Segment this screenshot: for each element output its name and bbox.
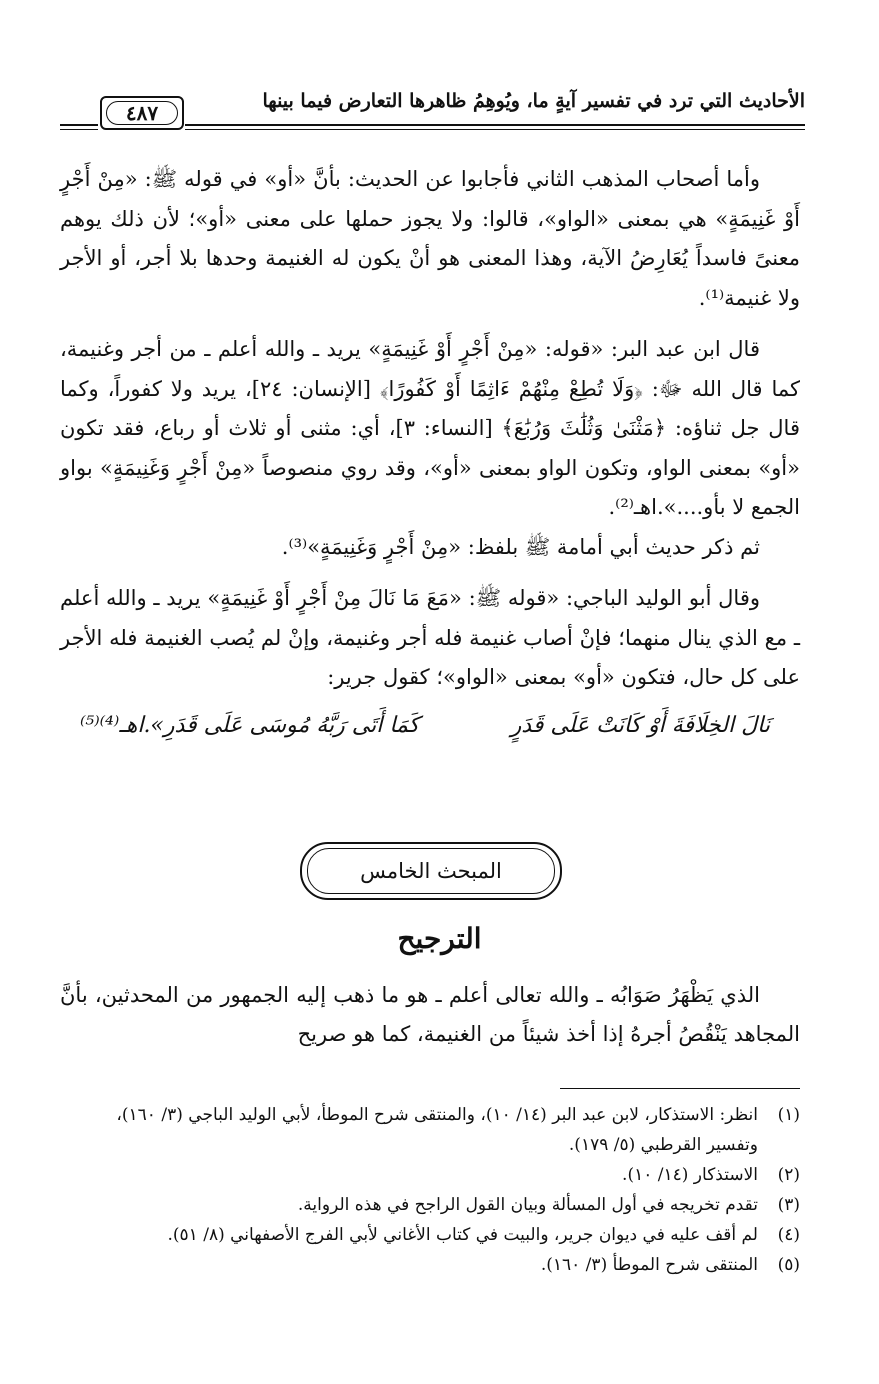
paragraph: قال ابن عبد البر: «قوله: «مِنْ أَجْرٍ أَوْ غَنِيمَةٍ» يريد ـ والله أعلم ـ من أجر وغنيمة، كما قال الله ﷻ: ﴿وَلَا تُطِعْ مِنْهُمْ ءَاثِمًا أَوْ كَفُورًا﴾ [الإنسان: ٢٤]، يريد ولا كفوراً، وكما قال جل ثناؤه: ﴿مَثْنَىٰ وَثُلَٰثَ وَرُبَٰعَ﴾ [النساء: ٣]، أي: مثنى أو ثلاث أو رباع، فقد تكون «أو» بمعنى الواو، وتكون الواو بمعنى «أو»، وقد روي منصوصاً «مِنْ أَجْرٍ وَغَنِيمَةٍ» بواو الجمع لا بأو....».اهـ⁽²⁾. [60, 337, 800, 519]
footnote [60, 1160, 800, 1190]
paragraph: وقال أبو الوليد الباجي: «قوله ﷺ: «مَعَ مَا نَالَ مِنْ أَجْرٍ أَوْ غَنِيمَةٍ» يريد ـ والله أعلم ـ مع الذي ينال منهما؛ فإنْ أصاب غنيمة فله أجر وغنيمة، وإنْ لم يُصب الغنيمة فله الأجر على كل حال، فتكون «أو» بمعنى «الواو»؛ كقول جرير: [60, 586, 800, 689]
poetry-verse [80, 706, 770, 746]
footnote-text: الاستذكار (١٤/ ١٠). [622, 1165, 758, 1185]
verse-first-hemistich: نَالَ الخِلَافَةَ أَوْ كَانَتْ عَلَى قَدَرٍ [510, 712, 770, 738]
paragraph: وأما أصحاب المذهب الثاني فأجابوا عن الحديث: بأنَّ «أو» في قوله ﷺ: «مِنْ أَجْرٍ أَوْ غَنِيمَةٍ» هي بمعنى «الواو»، قالوا: ولا يجوز حملها على معنى «أو»؛ لأن ذلك يوهم معنىً فاسداً يُعَارِضُ الآية، وهذا المعنى هو أنْ يكون له الغنيمة وحدها بلا أجر، أو الأجر ولا غنيمة⁽¹⁾. [60, 167, 800, 310]
paragraph: ثم ذكر حديث أبي أمامة ﷺ بلفظ: «مِنْ أَجْرٍ وَغَنِيمَةٍ»⁽³⁾. [281, 534, 760, 559]
footnote-number: (٢) [777, 1165, 800, 1185]
footnote [60, 1100, 800, 1160]
header-rule [185, 124, 805, 130]
paragraph: الذي يَظْهَرُ صَوَابُه ـ والله تعالى أعلم ـ هو ما ذهب إليه الجمهور من المحدثين، بأنَّ المجاهد يَنْقُصُ أجرهُ إذا أخذ شيئاً من الغنيمة، كما هو صريح [60, 983, 800, 1046]
footnote-number: (٣) [777, 1195, 800, 1215]
footnote-divider [560, 1088, 800, 1089]
conclusion-text [60, 976, 800, 1054]
footnote-text: لم أقف عليه في ديوان جرير، والبيت في كتاب الأغاني لأبي الفرج الأصفهاني (٨/ ٥١). [167, 1225, 758, 1245]
page-number: ٤٨٧ [100, 96, 184, 130]
footnote-number: (٤) [777, 1225, 800, 1245]
footnote [60, 1250, 800, 1280]
footnote-text: تقدم تخريجه في أول المسألة وبيان القول الراجح في هذه الرواية. [297, 1195, 758, 1215]
footnote [60, 1220, 800, 1250]
verse-second-hemistich: كَمَا أَتَى رَبَّهُ مُوسَى عَلَى قَدَرِ».اهـ⁽⁴⁾⁽⁵⁾ [80, 712, 420, 738]
main-text [60, 160, 800, 745]
section-heading: الترجيح [397, 922, 482, 955]
section-title: المبحث الخامس [360, 859, 502, 883]
footnote [60, 1190, 800, 1220]
section-title-box [300, 842, 562, 900]
footnote-number: (٥) [777, 1255, 800, 1275]
running-header [60, 86, 805, 130]
footnotes [60, 1100, 800, 1280]
header-title: الأحاديث التي ترد في تفسير آيةٍ ما، ويُوهِمُ ظاهرها التعارض فيما بينها [262, 90, 805, 112]
footnote-number: (١) [777, 1105, 800, 1125]
footnote-text: انظر: الاستذكار، لابن عبد البر (١٤/ ١٠)، والمنتقى شرح الموطأ، لأبي الوليد الباجي (٣/ ١٦٠)، وتفسير القرطبي (٥/ ١٧٩). [116, 1105, 758, 1155]
header-rule-left [60, 124, 98, 130]
footnote-text: المنتقى شرح الموطأ (٣/ ١٦٠). [540, 1255, 758, 1275]
